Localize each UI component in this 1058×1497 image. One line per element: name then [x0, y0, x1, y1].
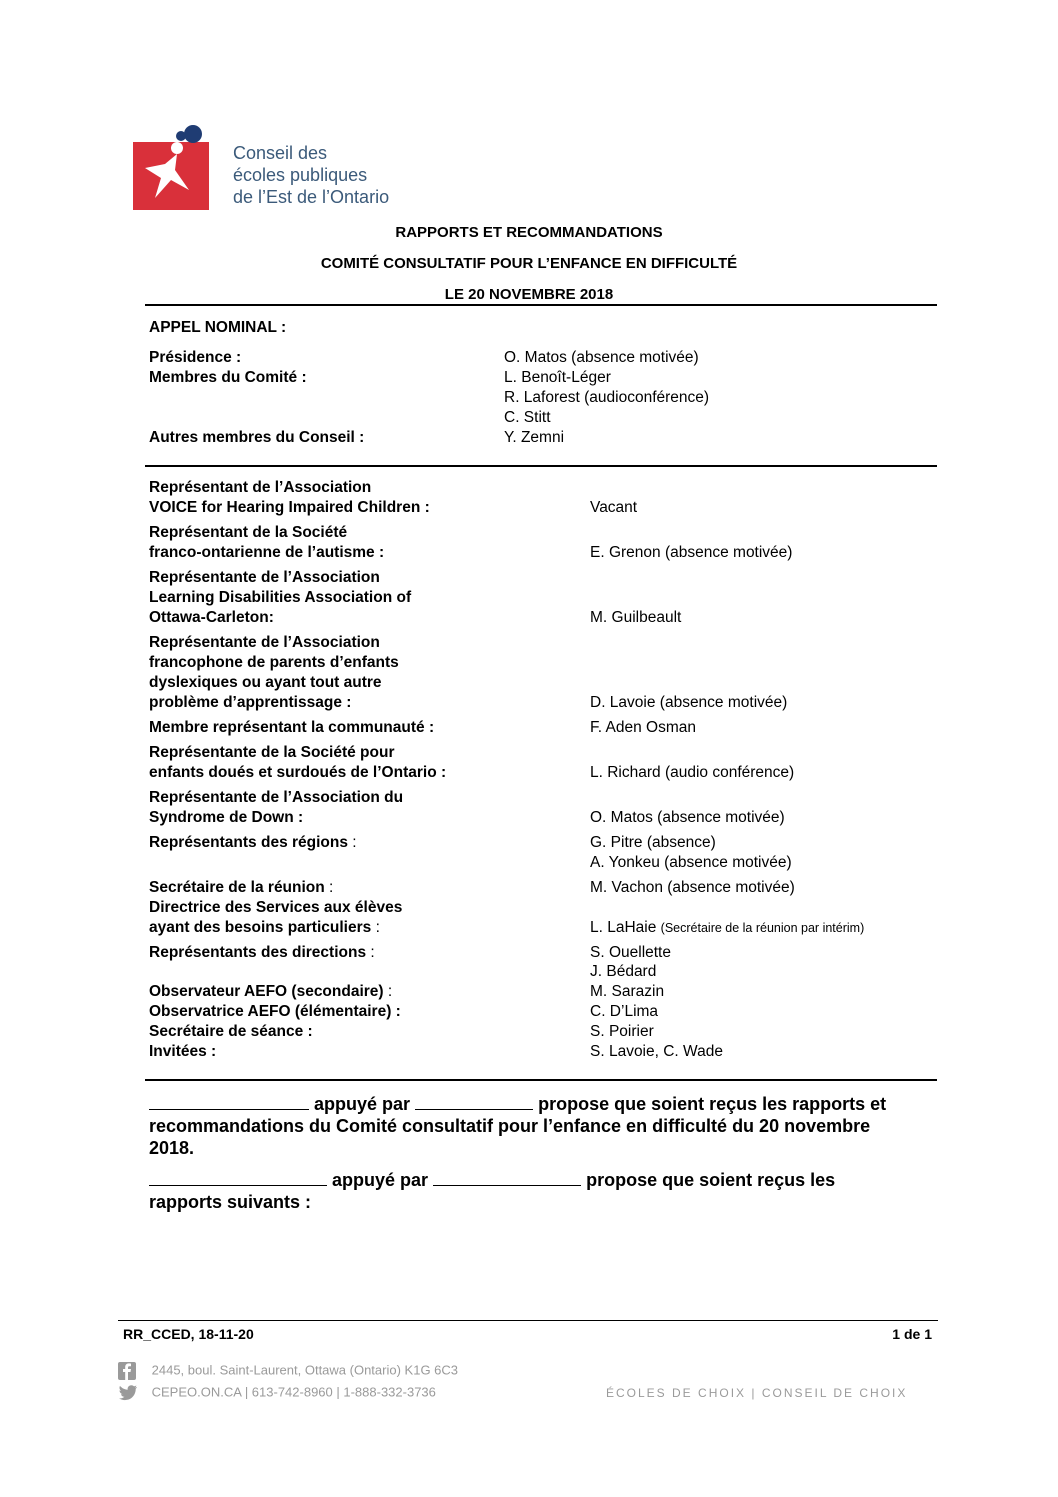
twitter-icon [118, 1384, 136, 1402]
rep-value: M. Sarazin [590, 983, 665, 1000]
rep-value: Vacant [590, 499, 638, 516]
rep-value: D. Lavoie (absence motivée) [590, 694, 788, 711]
roll-value: L. Benoît-Léger [504, 369, 611, 386]
rep-label-text: Représentants des directions [149, 944, 367, 961]
footer-divider [118, 1320, 938, 1321]
contact-text: CEPEO.ON.CA | 613-742-8960 | 1-888-332-3736 [151, 1384, 436, 1400]
mover-blank [149, 1170, 327, 1186]
logo-line: Conseil des [233, 143, 328, 163]
rep-value: M. Vachon (absence motivée) [590, 879, 795, 896]
rep-label: Invitées : [149, 1043, 217, 1060]
rep-label: problème d’apprentissage : [149, 694, 352, 711]
rep-value: S. Ouellette [590, 944, 671, 961]
rep-label-text: ayant des besoins particuliers [149, 919, 372, 936]
motion-text: recommandations du Comité consultatif pour l’enfance en difficulté du 20 novembre [149, 1116, 871, 1136]
rep-value: O. Matos (absence motivée) [590, 809, 785, 826]
roll-value: Y. Zemni [504, 429, 565, 446]
motion-text: 2018. [149, 1138, 195, 1158]
rep-label: dyslexiques ou ayant tout autre [149, 674, 382, 691]
rep-label: Représentant de l’Association [149, 479, 372, 496]
rep-label [149, 943, 375, 963]
rep-label: Représentant de la Société [149, 524, 348, 541]
rep-label-text: Observateur AEFO (secondaire) [149, 983, 384, 1000]
rep-label [149, 878, 333, 898]
page-number: 1 de 1 [892, 1326, 932, 1342]
rep-label-suffix: : [347, 834, 357, 851]
rep-label: Représentante de l’Association [149, 569, 380, 586]
motion-text: rapports suivants : [149, 1192, 312, 1212]
rep-label: Learning Disabilities Association of [149, 589, 412, 606]
rep-value: F. Aden Osman [590, 719, 696, 736]
rep-label: Directrice des Services aux élèves [149, 899, 403, 916]
tagline: ÉCOLES DE CHOIX | CONSEIL DE CHOIX [606, 1386, 908, 1400]
meeting-date: LE 20 NOVEMBRE 2018 [444, 286, 614, 303]
rep-value: L. Richard (audio conférence) [590, 764, 795, 781]
rep-label: Secrétaire de séance : [149, 1023, 313, 1040]
rep-label: Membre représentant la communauté : [149, 719, 435, 736]
roll-value: R. Laforest (audioconférence) [504, 389, 710, 406]
address-line [118, 1362, 458, 1380]
divider [145, 465, 937, 467]
seconder-blank [433, 1170, 581, 1186]
roll-value: O. Matos (absence motivée) [504, 349, 699, 366]
rep-label-suffix: : [324, 879, 334, 896]
divider [145, 304, 937, 306]
roll-label: Membres du Comité : [149, 369, 307, 386]
roll-value: C. Stitt [504, 409, 551, 426]
motion-text: appuyé par [332, 1170, 429, 1190]
doc-title: RAPPORTS ET RECOMMANDATIONS [395, 224, 663, 241]
address-text: 2445, boul. Saint-Laurent, Ottawa (Ontario) K1G 6C3 [151, 1362, 459, 1378]
rep-value: E. Grenon (absence motivée) [590, 544, 793, 561]
rep-label: Syndrome de Down : [149, 809, 304, 826]
rep-label: Observatrice AEFO (élémentaire) : [149, 1003, 401, 1020]
rep-label: franco-ontarienne de l’autisme : [149, 544, 385, 561]
mover-blank [149, 1094, 309, 1110]
rep-label: Ottawa-Carleton: [149, 609, 274, 626]
logo-line: écoles publiques [233, 165, 368, 185]
rep-value: G. Pitre (absence) [590, 834, 716, 851]
rep-label: Représentante de l’Association du [149, 789, 404, 806]
rep-value: M. Guilbeault [590, 609, 682, 626]
rep-label: Représentante de la Société pour [149, 744, 395, 761]
rep-value: C. D’Lima [590, 1003, 659, 1020]
motion-following-reports [149, 1169, 929, 1213]
divider [145, 1079, 937, 1081]
rep-label [149, 918, 380, 938]
committee-title: COMITÉ CONSULTATIF POUR L’ENFANCE EN DIFFICULTÉ [320, 255, 738, 272]
rep-label [149, 833, 357, 853]
logo-wordmark [233, 142, 389, 208]
motion-text: appuyé par [314, 1094, 411, 1114]
rep-label-suffix: : [366, 944, 375, 961]
rep-label: Représentante de l’Association [149, 634, 380, 651]
rep-label: VOICE for Hearing Impaired Children : [149, 499, 430, 516]
rep-label [149, 982, 392, 1002]
contact-line [118, 1384, 436, 1402]
rep-label-text: Secrétaire de la réunion [149, 879, 325, 896]
roll-call-heading: APPEL NOMINAL : [149, 319, 287, 336]
roll-label: Présidence : [149, 349, 242, 366]
rep-label: francophone de parents d’enfants [149, 654, 399, 671]
seconder-blank [415, 1094, 533, 1110]
motion-reports [149, 1093, 929, 1159]
rep-value: A. Yonkeu (absence motivée) [590, 854, 792, 871]
rep-label-text: Représentants des régions [149, 834, 348, 851]
rep-label-suffix: : [371, 919, 380, 936]
rep-value [590, 918, 864, 938]
facebook-icon [118, 1362, 136, 1380]
rep-value: J. Bédard [590, 963, 657, 980]
roll-label: Autres membres du Conseil : [149, 429, 365, 446]
rep-value-note: (Secrétaire de la réunion par intérim) [660, 921, 865, 935]
cepeo-logo [131, 124, 431, 214]
rep-value: S. Poirier [590, 1023, 654, 1040]
rep-value-text: L. LaHaie [590, 919, 657, 936]
motion-text: propose que soient reçus les rapports et [538, 1094, 887, 1114]
document-code: RR_CCED, 18-11-20 [123, 1326, 254, 1342]
rep-value: S. Lavoie, C. Wade [590, 1043, 723, 1060]
rep-label: enfants doués et surdoués de l’Ontario : [149, 764, 447, 781]
logo-line: de l’Est de l’Ontario [233, 187, 390, 207]
logo-mark-icon [131, 124, 221, 214]
rep-label-suffix: : [383, 983, 393, 1000]
motion-text: propose que soient reçus les [586, 1170, 836, 1190]
